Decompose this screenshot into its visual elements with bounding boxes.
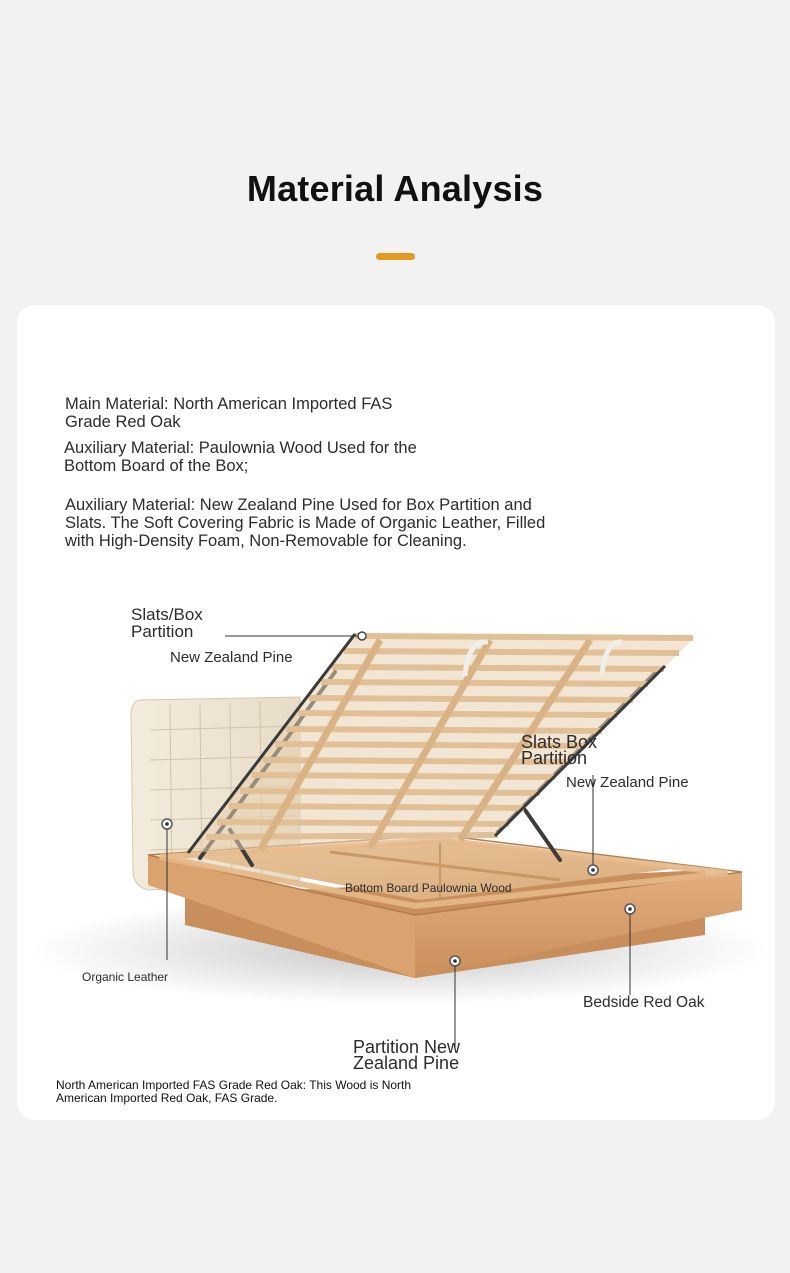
callout-partition: Partition New Zealand Pine (353, 1037, 461, 1073)
page-title: Material Analysis (246, 168, 544, 209)
callout-slats-right-sub: New Zealand Pine (566, 774, 689, 791)
footnote: North American Imported FAS Grade Red Oak: This Wood is North American Imported Red Oak, FAS Grade. (56, 1078, 412, 1105)
callout-slats-left-sub: New Zealand Pine (170, 649, 293, 666)
callout-slats-left-title: Slats/Box Partition (131, 605, 203, 641)
callout-bedside: Bedside Red Oak (583, 994, 705, 1011)
callout-slats-right-title: Slats Box Partition (521, 732, 598, 768)
main-material-text: Main Material: North American Imported FAS Grade Red Oak (65, 395, 393, 431)
callout-bottom-board: Bottom Board Paulownia Wood (345, 881, 512, 895)
auxiliary-paulownia-text: Auxiliary Material: Paulownia Wood Used for the Bottom Board of the Box; (64, 439, 417, 475)
auxiliary-pine-text: Auxiliary Material: New Zealand Pine Used for Box Partition and Slats. The Soft Covering Fabric is Made of Organic Leather, Filled with High-Density Foam, Non-Removable for Cleaning. (65, 496, 546, 550)
callout-organic-leather: Organic Leather (82, 970, 169, 984)
